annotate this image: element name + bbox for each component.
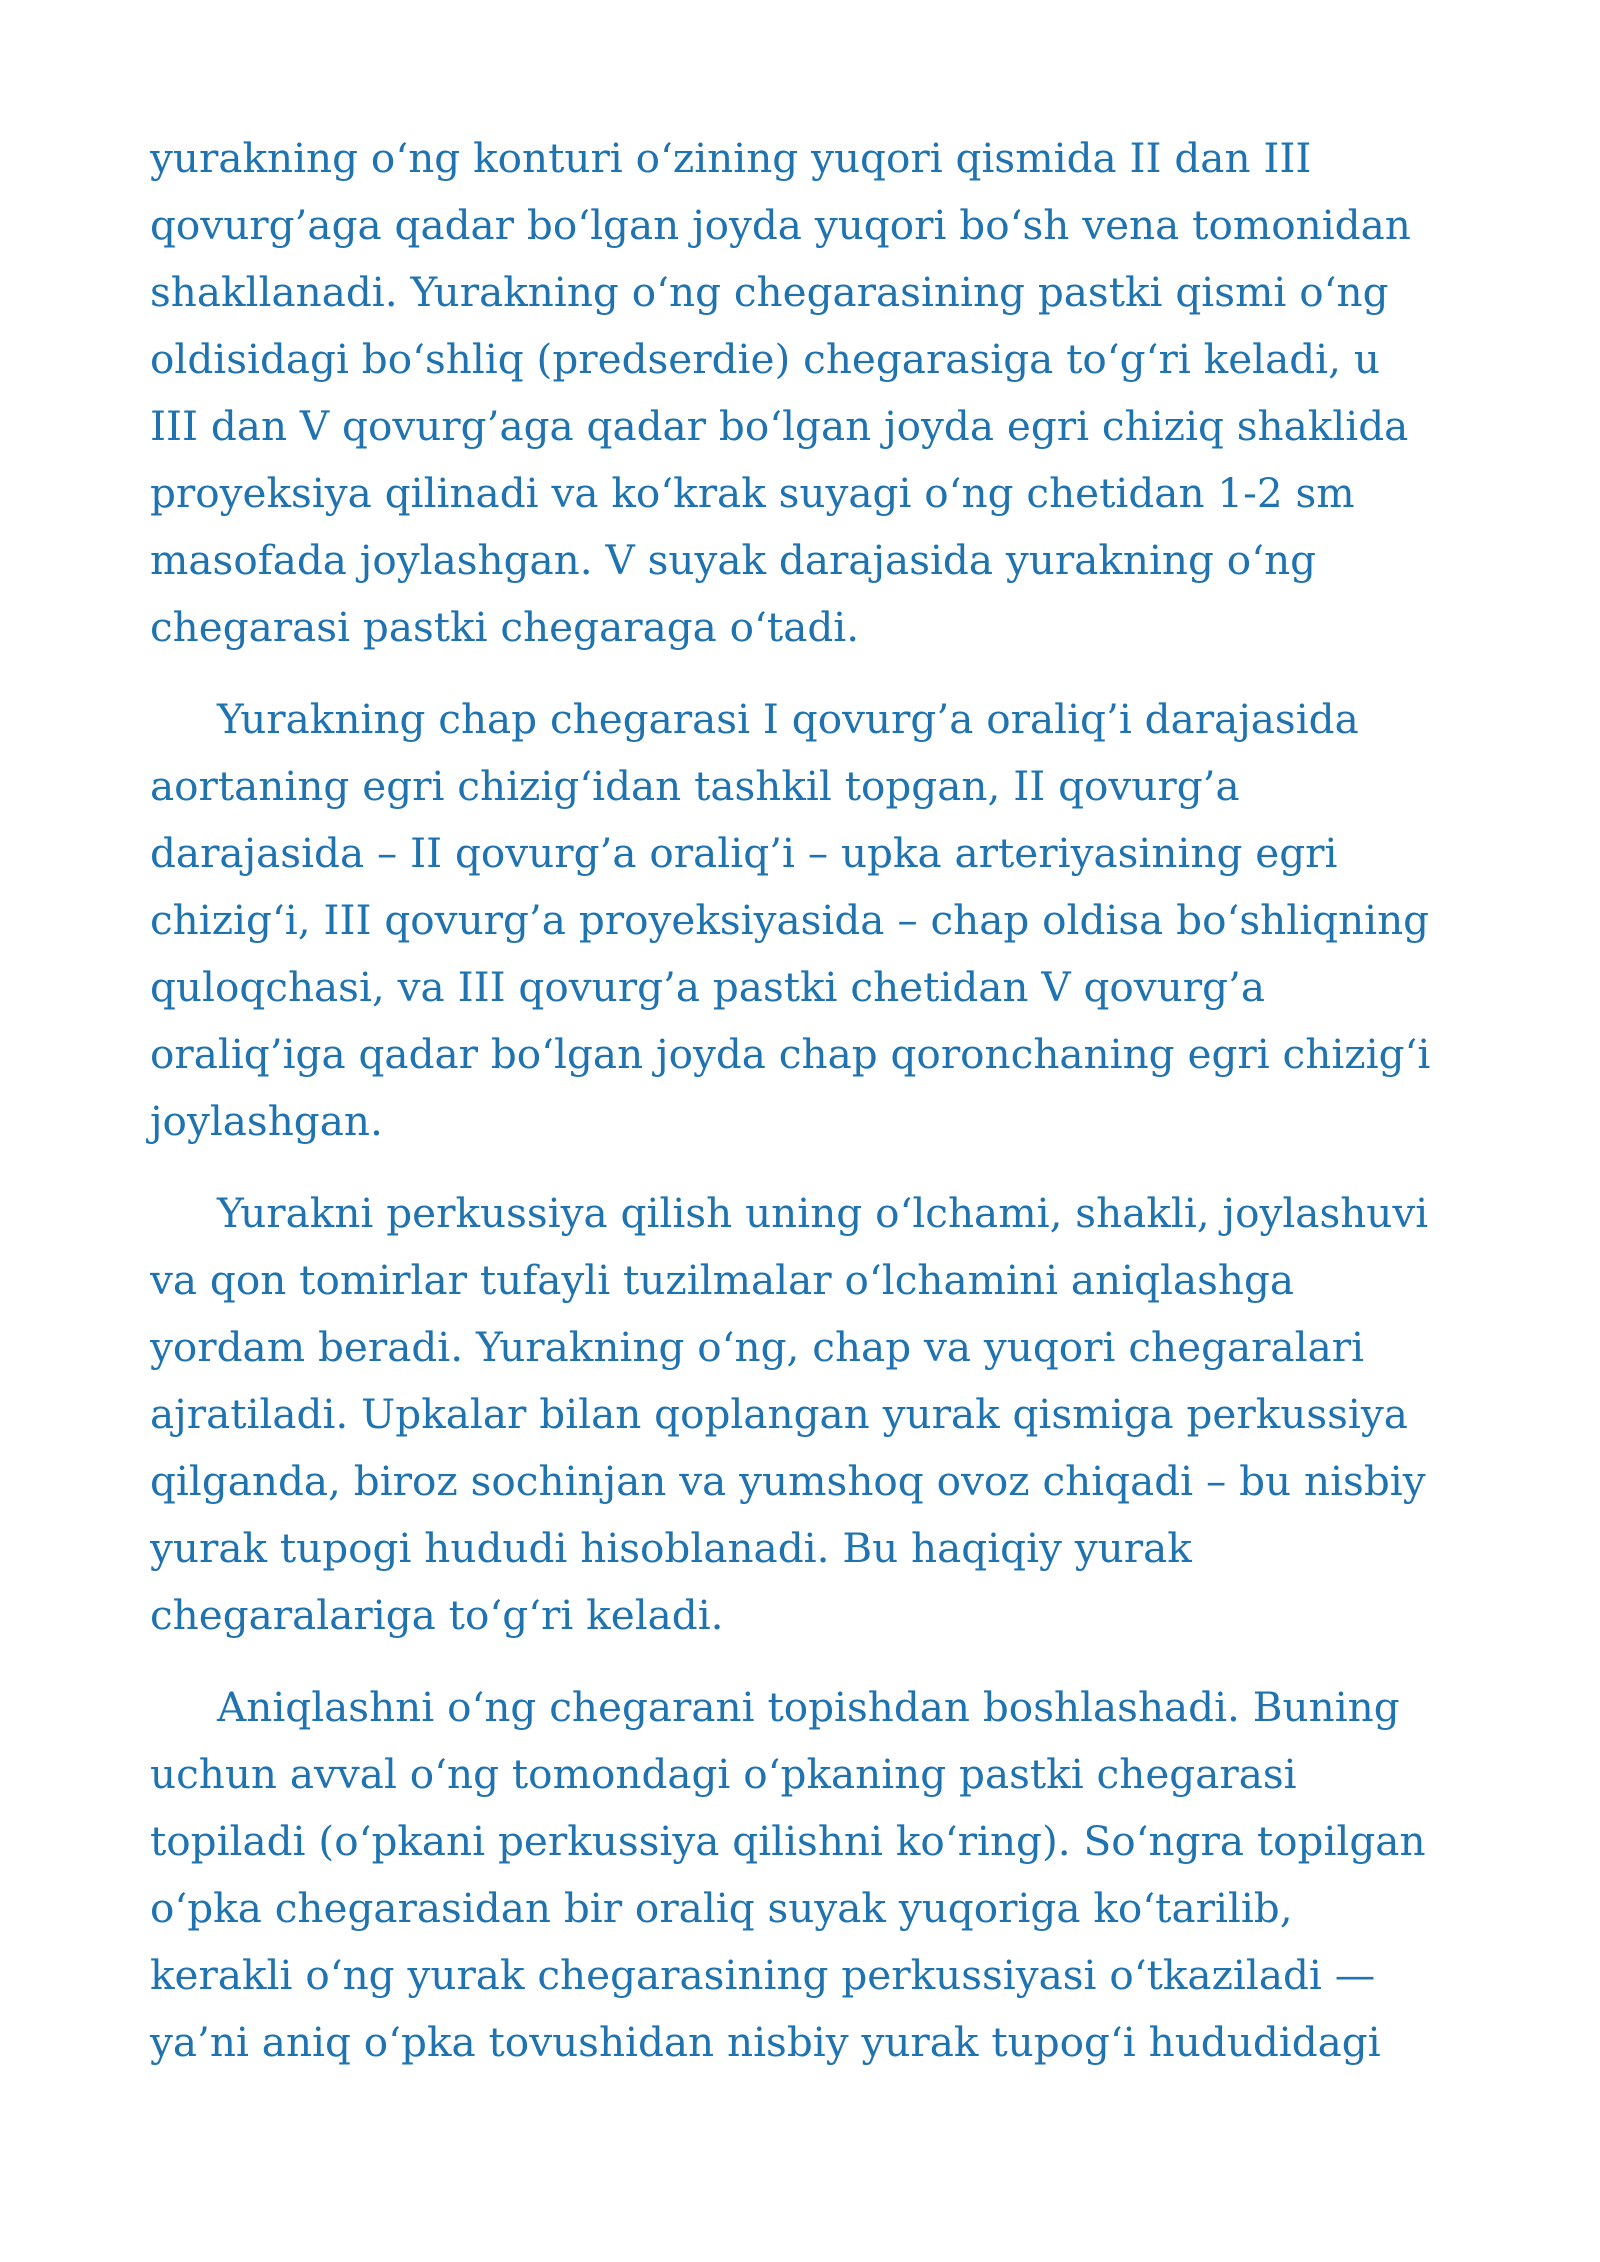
paragraph-left-heart-border: Yurakning chap chegarasi I qovurg’a oraliq’i darajasida aortaning egri chizig‘idan tashkil topgan, II qovurg’a darajasida – II qovurg’a oraliq’i – upka arteriyasining egri chizig‘i, III qovurg’a proyeksiyasida – chap oldisa bo‘shliqning quloqchasi, va III qovurg’a pastki chetidan V qovurg’a oraliq’iga qadar bo‘lgan joyda chap qoronchaning egri chizig‘i joylashgan. (150, 695, 1431, 1145)
paragraph-heart-percussion: Yurakni perkussiya qilish uning o‘lchami, shakli, joylashuvi va qon tomirlar tufayli tuzilmalar o‘lchamini aniqlashga yordam beradi. Yurakning o‘ng, chap va yuqori chegaralari ajratiladi. Upkalar bilan qoplangan yurak qismiga perkussiya qilganda, biroz sochinjan va yumshoq ovoz chiqadi – bu nisbiy yurak tupogi hududi hisoblanadi. Bu haqiqiy yurak chegaralariga to‘g‘ri keladi. (150, 1189, 1429, 1639)
paragraph-right-border-detection: Aniqlashni o‘ng chegarani topishdan boshlashadi. Buning uchun avval o‘ng tomondagi o‘pkaning pastki chegarasi topiladi (o‘pkani perkussiya qilishni ko‘ring). So‘ngra topilgan o‘pka chegarasidan bir oraliq suyak yuqoriga ko‘tarilib, kerakli o‘ng yurak chegarasining perkussiyasi o‘tkaziladi — ya’ni aniq o‘pka tovushidan nisbiy yurak tupog‘i hududidagi (150, 1683, 1426, 2066)
document-page (150, 125, 1440, 2101)
paragraph-right-heart-contour: yurakning o‘ng konturi o‘zining yuqori qismida II dan III qovurg’aga qadar bo‘lgan joyda yuqori bo‘sh vena tomonidan shakllanadi. Yurakning o‘ng chegarasining pastki qismi o‘ng oldisidagi bo‘shliq (predserdie) chegarasiga to‘g‘ri keladi, u III dan V qovurg’aga qadar bo‘lgan joyda egri chiziq shaklida proyeksiya qilinadi va ko‘krak suyagi o‘ng chetidan 1-2 sm masofada joylashgan. V suyak darajasida yurakning o‘ng chegarasi pastki chegaraga o‘tadi. (150, 134, 1411, 651)
